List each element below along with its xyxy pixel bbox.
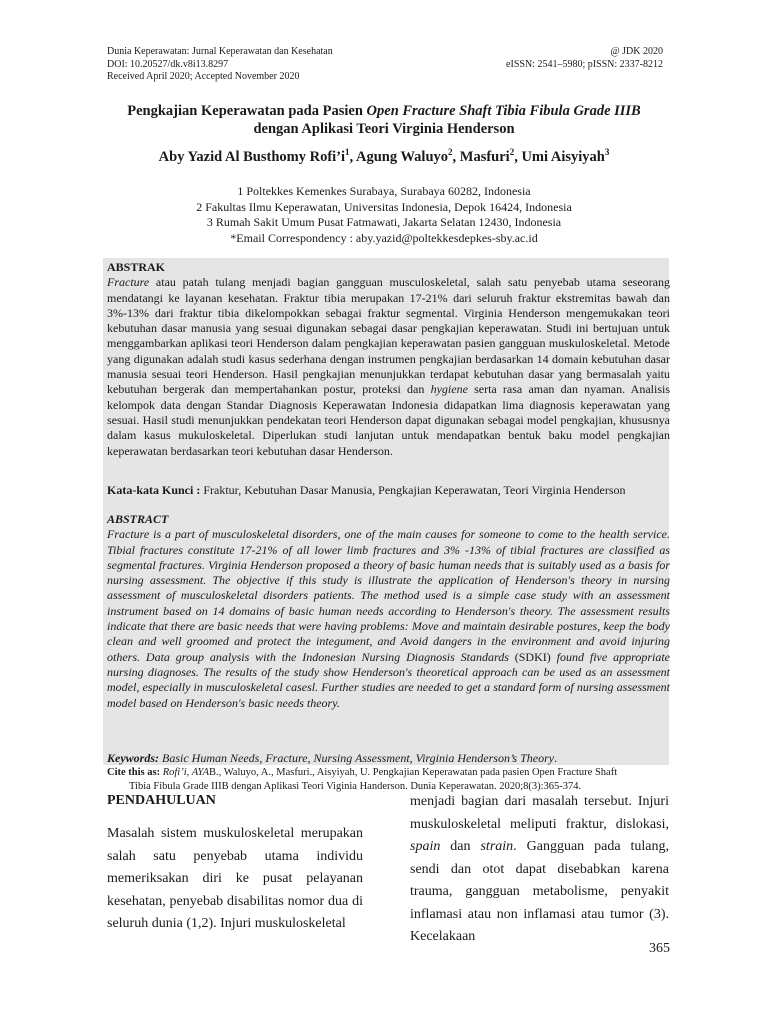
title-part2: dengan Aplikasi Teori Virginia Henderson — [253, 121, 515, 137]
issn: eISSN: 2541–5980; pISSN: 2337-8212 — [506, 58, 663, 70]
author-1-sup: 1 — [345, 147, 350, 157]
author-3: , Masfuri — [452, 148, 510, 165]
abstract-sdki: (SDKI) — [514, 649, 551, 664]
body-column-left: Masalah sistem muskuloskeletal merupakan salah satu penyebab utama individu memeriksakan diri ke pusat pelayanan kesehatan, penyebab disabilitas nomor dua di seluruh dunia (1,2). Injuri muskuloskeletal — [107, 826, 363, 931]
received-date: Received April 2020; Accepted November 2020 — [107, 71, 300, 82]
copyright: @ JDK 2020 — [610, 46, 663, 57]
abstrak-heading: ABSTRAK — [107, 260, 166, 274]
cite-label: Cite this as: — [107, 767, 163, 778]
section-heading: PENDAHULUAN — [107, 793, 216, 808]
cite-line-1: B., Waluyo, A., Masfuri., Aisyiyah, U. Pengkajian Keperawatan pada pasien Open Fracture Shaft — [209, 767, 618, 778]
col-right-strain: strain — [480, 839, 514, 854]
abstract-text-1: Fracture is a part of musculoskeletal disorders, one of the main causes for someone to come to the health service. Tibial fractures constitute 17-21% of all lower limb fractures and 3% -13% of tibial fractures are classified as segmental fractures. Virginia Henderson proposed a theory of basic human needs that is suitably used as a basis for nursing assessment. The objective if this study is illustrate the application of Henderson's theory in nursing assessment of musculoskeletal disorders patients. The method used is a simple case study with an assessment instrument based on 14 domains of basic human needs according to Henderson's theory. The assessment results indicate that there are basic needs that were having problems: Move and maintain desirable postures, keep the body clean and well groomed and protect the integument, and Avoid dangers in the environment and avoid injuring others. Data group analysis with the Indonesian Nursing Diagnosis Standards — [107, 527, 670, 664]
author-2-sup: 2 — [448, 147, 453, 157]
author-4: , Umi Aisyiyah — [514, 148, 605, 165]
abstrak-fracture-term: Fracture — [107, 275, 150, 290]
abstract-block — [107, 512, 670, 711]
body-column-right — [410, 791, 669, 949]
affiliations — [80, 184, 688, 246]
paper-title — [80, 102, 688, 138]
page-number: 365 — [649, 941, 670, 956]
kata-kunci-label: Kata-kata Kunci : — [107, 483, 204, 497]
affiliation-2: 2 Fakultas Ilmu Keperawatan, Universitas Indonesia, Depok 16424, Indonesia — [196, 199, 572, 214]
abstract-heading: ABSTRACT — [107, 512, 169, 526]
title-part1: Pengkajian Keperawatan pada Pasien — [127, 103, 367, 119]
keywords-end: . — [554, 751, 558, 765]
abstrak-text-1: atau patah tulang menjadi bagian gangguan musculoskeletal, salah satu penyebab utama seseorang mendatangi ke layanan kesehatan. Fraktur tibia merupakan 17-21% dari seluruh fraktur ekstremitas bawah dan 3%-13% dari fraktur tibia dikelompokkan sebagai fraktur segmental. Virginia Henderson mengemukakan teori kebutuhan dasar manusia yang sesuai digunakan sebagai dasar pengkajian keperawatan. Studi ini bertujuan untuk menggambarkan aplikasi teori Henderson dalam pengkajian keperawatan pasien gangguan muskuloskeletal. Metode yang digunakan adalah studi kasus sederhana dengan instrumen pengkajian berdasarkan 14 domain kebutuhan dasar manusia sesuai teori Henderson. Hasil pengkajian menunjukkan terdapat kebutuhan dasar yang bermasalah yaitu kebutuhan bergerak dan mempertahankan postur, proteksi dan — [107, 275, 670, 397]
author-4-sup: 3 — [604, 147, 610, 157]
running-header-left — [107, 46, 333, 84]
abstrak-text-2: serta rasa aman dan nyaman. Analisis kelompok data dengan Standar Diagnosis Keperawatan Indonesia didapatkan lima diagnosis keperawatan yang sesuai. Hasil studi menunjukkan pendekatan teori Henderson dapat digunakan sebagai model pengkajian, khususnya dalam kasus mukuloskeletal. Diperlukan studi lanjutan untuk mendapatkan bentuk baku model pengkajian keperawatan berdasarkan teori kebutuhan dasar Henderson. — [107, 382, 671, 458]
email-correspondence[interactable]: *Email Correspondency : aby.yazid@poltekkesdepkes-sby.ac.id — [230, 230, 538, 245]
keywords-text: Basic Human Needs, Fracture, Nursing Assessment, Virginia Henderson’s Theory — [162, 751, 555, 765]
running-header-right — [506, 46, 663, 71]
journal-name: Dunia Keperawatan: Jurnal Keperawatan dan Kesehatan — [107, 46, 333, 57]
abstract-text — [107, 527, 670, 711]
col-right-text-1: menjadi bagian dari masalah tersebut. Injuri muskuloskeletal meliputi fraktur, dislokasi, — [410, 794, 669, 832]
col-right-text-2: . Gangguan pada tulang, sendi dan otot dapat disebabkan karena trauma, gangguan metabolisme, penyakit inflamasi atau non inflamasi atau tumor (3). Kecelakaan — [410, 839, 669, 944]
cite-author: Rofi’i, AYA — [162, 767, 210, 778]
affiliation-3: 3 Rumah Sakit Umum Pusat Fatmawati, Jakarta Selatan 12430, Indonesia — [206, 215, 562, 229]
abstract-text-2: found five appropriate nursing diagnoses. The results of the study show Henderson's theoretical approach can be used as an assessment model, especially in musculoskeletal casesl. Further studies are needed to get a standard form of nursing assessment model based on Henderson's basic needs theory. — [107, 649, 670, 710]
abstrak-block — [107, 260, 670, 459]
kata-kunci-text: Fraktur, Kebutuhan Dasar Manusia, Pengkajian Keperawatan, Teori Virginia Henderson — [203, 483, 626, 497]
author-list — [80, 147, 688, 166]
author-2: , Agung Waluyo — [349, 148, 449, 165]
affiliation-1: 1 Poltekkes Kemenkes Surabaya, Surabaya 60282, Indonesia — [237, 184, 531, 198]
title-italic: Open Fracture Shaft Tibia Fibula Grade IIIB — [366, 103, 641, 119]
col-right-and: dan — [440, 839, 481, 854]
citation — [107, 766, 670, 794]
doi[interactable]: DOI: 10.20527/dk.v8i13.8297 — [107, 58, 229, 70]
abstrak-text — [107, 275, 670, 459]
author-1: Aby Yazid Al Busthomy Rofi’i — [158, 148, 346, 165]
author-3-sup: 2 — [509, 147, 515, 157]
kata-kunci — [107, 483, 670, 498]
keywords — [107, 751, 670, 766]
abstrak-hygiene-term: hygiene — [430, 382, 468, 397]
keywords-label: Keywords: — [107, 751, 162, 765]
cite-line-2: Tibia Fibula Grade IIIB dengan Aplikasi Teori Viginia Handerson. Dunia Keperawatan. 2020;8(3):365-374. — [129, 781, 582, 792]
col-right-spain: spain — [410, 839, 441, 854]
